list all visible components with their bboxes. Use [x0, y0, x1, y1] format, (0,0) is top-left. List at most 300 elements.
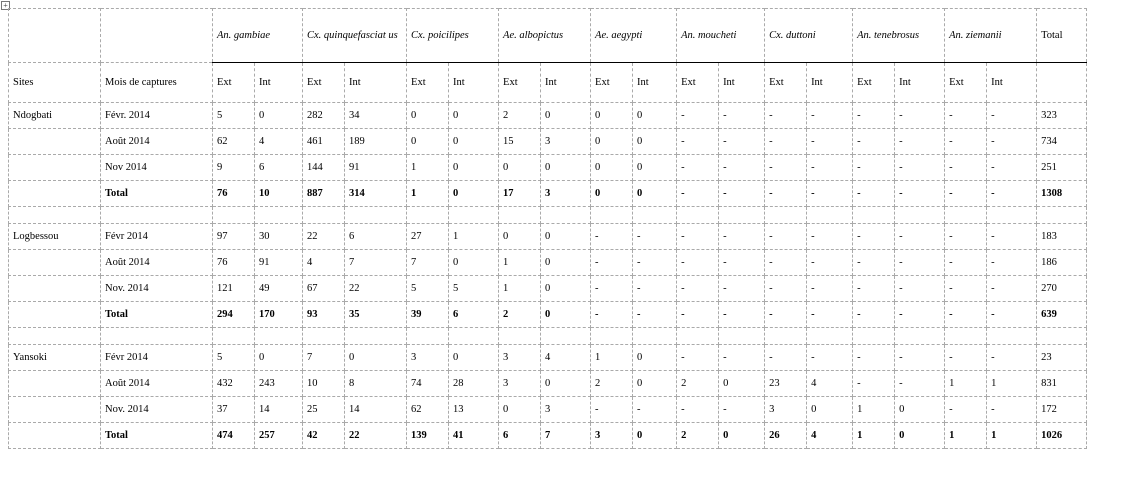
spacer-cell	[499, 207, 541, 224]
total-count-cell: -	[895, 302, 945, 328]
total-row	[9, 302, 1087, 328]
count-cell: -	[987, 276, 1037, 302]
header-empty-cell	[101, 9, 213, 63]
count-cell: 0	[807, 397, 853, 423]
total-count-cell: 170	[255, 302, 303, 328]
count-cell: 4	[255, 129, 303, 155]
spacer-cell	[1037, 328, 1087, 345]
total-count-cell: -	[765, 181, 807, 207]
month-cell: Août 2014	[101, 250, 213, 276]
table-move-handle[interactable]: +	[1, 1, 10, 10]
count-cell: -	[853, 155, 895, 181]
spacer-cell	[303, 328, 345, 345]
count-cell: 0	[541, 155, 591, 181]
total-count-cell: 41	[449, 423, 499, 449]
spacer-cell	[895, 207, 945, 224]
grand-total-cell: 1308	[1037, 181, 1087, 207]
count-cell: -	[987, 224, 1037, 250]
count-cell: -	[677, 224, 719, 250]
total-count-cell: 3	[591, 423, 633, 449]
count-cell: 1	[449, 224, 499, 250]
total-count-cell: 887	[303, 181, 345, 207]
count-cell: -	[987, 103, 1037, 129]
total-row	[9, 423, 1087, 449]
count-cell: -	[677, 129, 719, 155]
count-cell: 9	[213, 155, 255, 181]
month-cell: Nov. 2014	[101, 397, 213, 423]
count-cell: 62	[407, 397, 449, 423]
count-cell: -	[945, 397, 987, 423]
count-cell: 6	[255, 155, 303, 181]
count-cell: -	[853, 371, 895, 397]
spacer-cell	[449, 207, 499, 224]
total-count-cell: 2	[677, 423, 719, 449]
spacer-cell	[345, 207, 407, 224]
count-cell: 2	[591, 371, 633, 397]
total-count-cell: 76	[213, 181, 255, 207]
row-total-cell: 172	[1037, 397, 1087, 423]
count-cell: 62	[213, 129, 255, 155]
site-cell	[9, 397, 101, 423]
total-label: Total	[101, 423, 213, 449]
row-total-cell: 23	[1037, 345, 1087, 371]
site-cell	[9, 129, 101, 155]
count-cell: -	[591, 276, 633, 302]
total-count-cell: -	[853, 181, 895, 207]
count-cell: 2	[677, 371, 719, 397]
total-count-cell: 294	[213, 302, 255, 328]
total-label: Total	[101, 181, 213, 207]
count-cell: 14	[345, 397, 407, 423]
count-cell: 1	[499, 276, 541, 302]
header-sites: Sites	[9, 63, 101, 103]
row-total-cell: 186	[1037, 250, 1087, 276]
total-count-cell: 2	[499, 302, 541, 328]
count-cell: -	[719, 224, 765, 250]
count-cell: 23	[765, 371, 807, 397]
row-total-cell: 270	[1037, 276, 1087, 302]
count-cell: 25	[303, 397, 345, 423]
total-count-cell: 42	[303, 423, 345, 449]
count-cell: 0	[449, 250, 499, 276]
header-species-row	[9, 9, 1087, 63]
count-cell: -	[807, 155, 853, 181]
count-cell: -	[853, 250, 895, 276]
total-count-cell: 93	[303, 302, 345, 328]
count-cell: 7	[407, 250, 449, 276]
count-cell: -	[853, 129, 895, 155]
count-cell: 1	[499, 250, 541, 276]
count-cell: 10	[303, 371, 345, 397]
count-cell: -	[895, 276, 945, 302]
total-count-cell: 257	[255, 423, 303, 449]
count-cell: -	[765, 155, 807, 181]
total-count-cell: 0	[633, 423, 677, 449]
count-cell: 8	[345, 371, 407, 397]
header-ext: Ext	[499, 63, 541, 103]
count-cell: -	[853, 276, 895, 302]
count-cell: -	[677, 155, 719, 181]
total-count-cell: 0	[719, 423, 765, 449]
count-cell: -	[765, 345, 807, 371]
count-cell: 3	[541, 397, 591, 423]
count-cell: -	[765, 250, 807, 276]
month-cell: Févr 2014	[101, 224, 213, 250]
count-cell: -	[945, 103, 987, 129]
header-int: Int	[449, 63, 499, 103]
count-cell: 1	[945, 371, 987, 397]
count-cell: -	[633, 397, 677, 423]
total-count-cell: 1	[853, 423, 895, 449]
count-cell: -	[987, 155, 1037, 181]
spacer-cell	[213, 207, 255, 224]
month-cell: Févr 2014	[101, 345, 213, 371]
table-row	[9, 155, 1087, 181]
spacer-cell	[987, 328, 1037, 345]
month-cell: Nov 2014	[101, 155, 213, 181]
header-ext: Ext	[677, 63, 719, 103]
count-cell: 0	[591, 155, 633, 181]
total-count-cell: -	[807, 181, 853, 207]
table-row	[9, 397, 1087, 423]
spacer-cell	[213, 328, 255, 345]
header-months: Mois de captures	[101, 63, 213, 103]
site-cell	[9, 302, 101, 328]
total-count-cell: -	[853, 302, 895, 328]
count-cell: 0	[633, 103, 677, 129]
table-row	[9, 224, 1087, 250]
count-cell: -	[719, 397, 765, 423]
count-cell: 0	[345, 345, 407, 371]
spacer-cell	[987, 207, 1037, 224]
total-count-cell: -	[945, 181, 987, 207]
count-cell: -	[719, 155, 765, 181]
count-cell: -	[987, 345, 1037, 371]
count-cell: 28	[449, 371, 499, 397]
count-cell: -	[677, 345, 719, 371]
count-cell: 22	[303, 224, 345, 250]
spacer-cell	[895, 328, 945, 345]
total-count-cell: -	[987, 302, 1037, 328]
mosquito-capture-table	[8, 8, 1087, 449]
count-cell: 67	[303, 276, 345, 302]
count-cell: 27	[407, 224, 449, 250]
count-cell: -	[807, 250, 853, 276]
header-ext: Ext	[853, 63, 895, 103]
count-cell: 1	[987, 371, 1037, 397]
count-cell: 0	[541, 224, 591, 250]
table-row	[9, 103, 1087, 129]
spacer-cell	[807, 328, 853, 345]
count-cell: 282	[303, 103, 345, 129]
count-cell: 2	[499, 103, 541, 129]
site-cell	[9, 155, 101, 181]
count-cell: -	[807, 276, 853, 302]
header-int: Int	[807, 63, 853, 103]
header-empty-cell	[9, 9, 101, 63]
count-cell: -	[765, 224, 807, 250]
count-cell: -	[895, 250, 945, 276]
total-count-cell: 6	[499, 423, 541, 449]
count-cell: 0	[255, 103, 303, 129]
spacer-cell	[591, 207, 633, 224]
header-ext: Ext	[407, 63, 449, 103]
spacer-cell	[9, 207, 101, 224]
spacer-cell	[499, 328, 541, 345]
spacer-cell	[945, 328, 987, 345]
count-cell: 0	[449, 103, 499, 129]
header-total: Total	[1037, 9, 1087, 63]
spacer-cell	[407, 207, 449, 224]
count-cell: 49	[255, 276, 303, 302]
total-count-cell: -	[677, 181, 719, 207]
count-cell: 0	[255, 345, 303, 371]
count-cell: 0	[449, 129, 499, 155]
total-count-cell: 17	[499, 181, 541, 207]
count-cell: -	[765, 276, 807, 302]
site-cell	[9, 250, 101, 276]
site-cell: Ndogbati	[9, 103, 101, 129]
header-int: Int	[719, 63, 765, 103]
species-header: An. tenebrosus	[853, 9, 945, 63]
total-count-cell: -	[987, 181, 1037, 207]
count-cell: 7	[345, 250, 407, 276]
species-header: An. gambiae	[213, 9, 303, 63]
count-cell: 14	[255, 397, 303, 423]
total-row	[9, 181, 1087, 207]
grand-total-cell: 639	[1037, 302, 1087, 328]
count-cell: -	[895, 345, 945, 371]
count-cell: 0	[449, 155, 499, 181]
count-cell: 0	[633, 371, 677, 397]
spacer-cell	[853, 207, 895, 224]
total-count-cell: 7	[541, 423, 591, 449]
table-container	[8, 8, 1087, 449]
count-cell: -	[853, 224, 895, 250]
total-count-cell: -	[945, 302, 987, 328]
header-int: Int	[345, 63, 407, 103]
row-total-cell: 323	[1037, 103, 1087, 129]
spacer-cell	[677, 328, 719, 345]
site-cell: Logbessou	[9, 224, 101, 250]
count-cell: 121	[213, 276, 255, 302]
row-total-cell: 734	[1037, 129, 1087, 155]
count-cell: 0	[633, 155, 677, 181]
count-cell: 3	[499, 371, 541, 397]
count-cell: -	[633, 276, 677, 302]
header-ext: Ext	[213, 63, 255, 103]
count-cell: 5	[407, 276, 449, 302]
total-count-cell: 314	[345, 181, 407, 207]
header-empty-cell	[1037, 63, 1087, 103]
count-cell: 1	[407, 155, 449, 181]
total-count-cell: 1	[407, 181, 449, 207]
count-cell: 0	[407, 129, 449, 155]
count-cell: 243	[255, 371, 303, 397]
total-count-cell: 10	[255, 181, 303, 207]
site-cell	[9, 423, 101, 449]
spacer-cell	[633, 328, 677, 345]
total-count-cell: 0	[591, 181, 633, 207]
total-count-cell: 0	[541, 302, 591, 328]
month-cell: Nov. 2014	[101, 276, 213, 302]
count-cell: 15	[499, 129, 541, 155]
count-cell: -	[987, 129, 1037, 155]
count-cell: 0	[541, 250, 591, 276]
total-count-cell: 474	[213, 423, 255, 449]
total-count-cell: 26	[765, 423, 807, 449]
total-count-cell: -	[591, 302, 633, 328]
total-count-cell: 0	[449, 181, 499, 207]
species-header: Cx. quinquefasciat us	[303, 9, 407, 63]
spacer-cell	[677, 207, 719, 224]
total-count-cell: 3	[541, 181, 591, 207]
count-cell: 0	[541, 103, 591, 129]
spacer-cell	[1037, 207, 1087, 224]
spacer-cell	[541, 207, 591, 224]
count-cell: 3	[499, 345, 541, 371]
count-cell: -	[633, 224, 677, 250]
total-count-cell: 22	[345, 423, 407, 449]
count-cell: 76	[213, 250, 255, 276]
spacer-cell	[633, 207, 677, 224]
table-row	[9, 276, 1087, 302]
total-count-cell: 4	[807, 423, 853, 449]
count-cell: -	[807, 129, 853, 155]
count-cell: 4	[303, 250, 345, 276]
month-cell: Août 2014	[101, 129, 213, 155]
count-cell: 0	[407, 103, 449, 129]
count-cell: -	[807, 103, 853, 129]
total-count-cell: 39	[407, 302, 449, 328]
count-cell: -	[945, 250, 987, 276]
count-cell: 0	[449, 345, 499, 371]
species-header: Cx. poicilipes	[407, 9, 499, 63]
count-cell: 34	[345, 103, 407, 129]
count-cell: 0	[895, 397, 945, 423]
count-cell: 0	[541, 371, 591, 397]
species-header: Ae. albopictus	[499, 9, 591, 63]
count-cell: 3	[765, 397, 807, 423]
count-cell: -	[633, 250, 677, 276]
spacer-cell	[9, 328, 101, 345]
total-count-cell: 1	[945, 423, 987, 449]
count-cell: 0	[633, 129, 677, 155]
count-cell: -	[677, 103, 719, 129]
spacer-cell	[945, 207, 987, 224]
table-row	[9, 345, 1087, 371]
total-count-cell: -	[719, 302, 765, 328]
count-cell: 0	[633, 345, 677, 371]
count-cell: 432	[213, 371, 255, 397]
header-int: Int	[987, 63, 1037, 103]
spacer-cell	[101, 328, 213, 345]
spacer-cell	[101, 207, 213, 224]
row-total-cell: 251	[1037, 155, 1087, 181]
count-cell: 4	[807, 371, 853, 397]
header-int: Int	[895, 63, 945, 103]
count-cell: 97	[213, 224, 255, 250]
total-count-cell: -	[719, 181, 765, 207]
count-cell: 30	[255, 224, 303, 250]
spacer-cell	[345, 328, 407, 345]
total-count-cell: 0	[633, 181, 677, 207]
count-cell: 0	[499, 224, 541, 250]
count-cell: 0	[719, 371, 765, 397]
species-header: An. ziemanii	[945, 9, 1037, 63]
header-ext: Ext	[303, 63, 345, 103]
total-count-cell: 1	[987, 423, 1037, 449]
count-cell: -	[945, 155, 987, 181]
count-cell: -	[945, 345, 987, 371]
header-int: Int	[633, 63, 677, 103]
spacer-cell	[591, 328, 633, 345]
count-cell: -	[807, 345, 853, 371]
table-row	[9, 129, 1087, 155]
count-cell: 91	[255, 250, 303, 276]
site-cell	[9, 276, 101, 302]
table-row	[9, 371, 1087, 397]
count-cell: 0	[591, 103, 633, 129]
count-cell: -	[765, 129, 807, 155]
total-count-cell: 6	[449, 302, 499, 328]
count-cell: -	[895, 224, 945, 250]
header-int: Int	[255, 63, 303, 103]
count-cell: -	[945, 224, 987, 250]
header-ext: Ext	[765, 63, 807, 103]
spacer-cell	[255, 207, 303, 224]
count-cell: 13	[449, 397, 499, 423]
count-cell: -	[895, 371, 945, 397]
group-spacer-row	[9, 207, 1087, 224]
count-cell: -	[945, 276, 987, 302]
count-cell: 189	[345, 129, 407, 155]
total-count-cell: 139	[407, 423, 449, 449]
total-count-cell: -	[807, 302, 853, 328]
total-count-cell: -	[677, 302, 719, 328]
count-cell: -	[853, 103, 895, 129]
count-cell: 4	[541, 345, 591, 371]
row-total-cell: 831	[1037, 371, 1087, 397]
count-cell: -	[591, 250, 633, 276]
species-header: Cx. duttoni	[765, 9, 853, 63]
species-header: An. moucheti	[677, 9, 765, 63]
count-cell: 1	[853, 397, 895, 423]
total-label: Total	[101, 302, 213, 328]
count-cell: -	[895, 155, 945, 181]
spacer-cell	[719, 328, 765, 345]
count-cell: 37	[213, 397, 255, 423]
group-spacer-row	[9, 328, 1087, 345]
species-header: Ae. aegypti	[591, 9, 677, 63]
month-cell: Févr. 2014	[101, 103, 213, 129]
spacer-cell	[449, 328, 499, 345]
count-cell: 1	[591, 345, 633, 371]
count-cell: -	[677, 397, 719, 423]
total-count-cell: 35	[345, 302, 407, 328]
spacer-cell	[765, 328, 807, 345]
spacer-cell	[765, 207, 807, 224]
count-cell: 144	[303, 155, 345, 181]
count-cell: -	[719, 129, 765, 155]
header-ext: Ext	[945, 63, 987, 103]
total-count-cell: -	[633, 302, 677, 328]
total-count-cell: 0	[895, 423, 945, 449]
spacer-cell	[719, 207, 765, 224]
count-cell: 74	[407, 371, 449, 397]
site-cell	[9, 371, 101, 397]
count-cell: -	[591, 397, 633, 423]
